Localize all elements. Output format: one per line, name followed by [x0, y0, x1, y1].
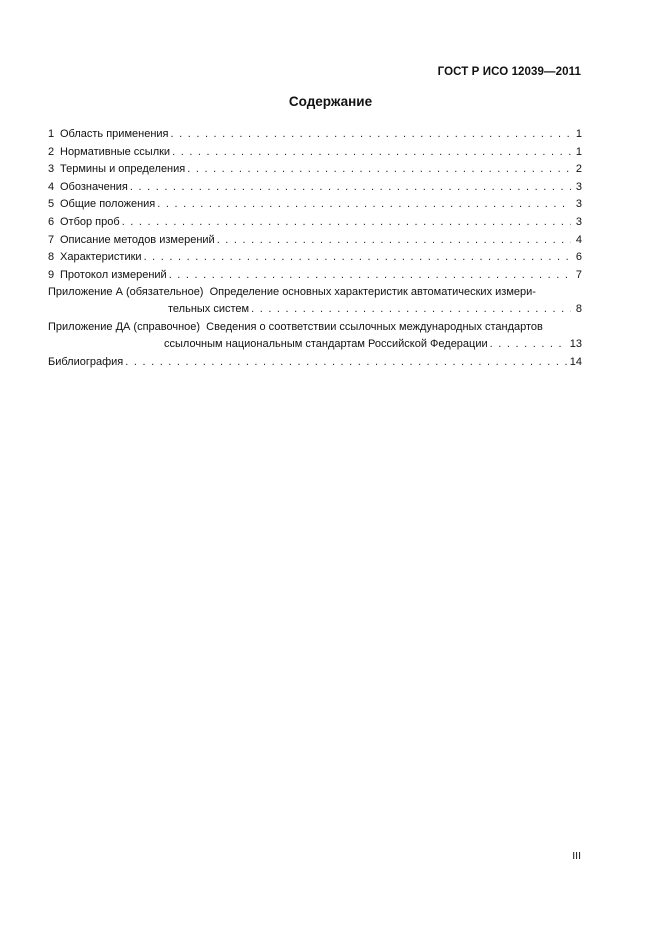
toc-annex-a-line2: тельных систем	[168, 303, 250, 316]
toc-leader-dots	[490, 336, 567, 353]
toc-item-page: 3	[575, 180, 582, 193]
toc-item-label: Обозначения	[60, 180, 128, 193]
toc-item[interactable]	[48, 161, 582, 179]
toc-item-page: 1	[575, 128, 582, 140]
toc-item[interactable]	[48, 179, 582, 197]
toc-leader-dots	[125, 354, 567, 371]
toc-item-label: Характеристики	[60, 251, 142, 264]
toc-item-page: 2	[575, 163, 582, 176]
toc-item-label: Нормативные ссылки	[60, 145, 171, 158]
toc-annex-a[interactable]	[48, 284, 582, 301]
toc-annex-da-page: 13	[569, 337, 582, 350]
toc-annex-da-line2: ссылочным национальным стандартам Российской Федерации	[164, 337, 488, 350]
toc-item-label: Отбор проб	[60, 215, 120, 228]
toc-leader-dots	[171, 126, 572, 143]
toc-item-label: Описание методов измерений	[60, 233, 215, 246]
toc-bibliography[interactable]	[48, 354, 582, 372]
toc-item-number: 8	[48, 251, 55, 264]
toc-item-number: 1	[48, 128, 55, 140]
page-number: III	[572, 850, 581, 862]
toc-annex-da-continuation[interactable]	[48, 336, 582, 354]
toc-leader-dots	[122, 214, 571, 231]
table-of-contents	[48, 126, 582, 371]
toc-item-page: 1	[575, 145, 582, 158]
toc-item[interactable]	[48, 214, 582, 232]
toc-item-number: 3	[48, 163, 55, 176]
toc-annex-da[interactable]	[48, 319, 582, 336]
toc-item-page: 3	[575, 198, 582, 211]
toc-leader-dots	[169, 267, 571, 284]
toc-annex-a-page: 8	[575, 303, 582, 316]
toc-item[interactable]	[48, 267, 582, 285]
toc-item-label: Область применения	[60, 128, 169, 140]
toc-item[interactable]	[48, 196, 582, 214]
toc-item-page: 6	[575, 251, 582, 264]
toc-item-number: 7	[48, 233, 55, 246]
toc-leader-dots	[251, 301, 571, 318]
toc-annex-a-line1: Приложение А (обязательное) Определение основных характеристик автоматических измери-	[48, 286, 536, 299]
toc-item-page: 7	[575, 268, 582, 281]
toc-item-number: 6	[48, 215, 55, 228]
toc-item-page: 3	[575, 215, 582, 228]
toc-leader-dots	[144, 249, 571, 266]
toc-leader-dots	[187, 161, 571, 178]
toc-item[interactable]	[48, 232, 582, 250]
toc-leader-dots	[217, 232, 571, 249]
toc-annex-da-line1: Приложение ДА (справочное) Сведения о соответствии ссылочных международных стандартов	[48, 320, 543, 333]
toc-item[interactable]	[48, 144, 582, 162]
toc-title: Содержание	[288, 94, 373, 109]
toc-leader-dots	[157, 196, 571, 213]
toc-item-number: 5	[48, 198, 55, 211]
toc-item[interactable]	[48, 126, 582, 144]
toc-item-label: Протокол измерений	[60, 268, 167, 281]
toc-item[interactable]	[48, 249, 582, 267]
toc-bibliography-label: Библиография	[48, 355, 124, 368]
toc-annex-a-continuation[interactable]	[48, 301, 582, 319]
toc-leader-dots	[172, 144, 571, 161]
document-code: ГОСТ Р ИСО 12039—2011	[437, 66, 581, 78]
toc-item-page: 4	[575, 233, 582, 246]
toc-leader-dots	[130, 179, 571, 196]
toc-bibliography-page: 14	[569, 355, 582, 368]
toc-item-number: 4	[48, 180, 55, 193]
toc-item-number: 9	[48, 268, 55, 281]
toc-item-label: Общие положения	[60, 198, 156, 211]
toc-item-label: Термины и определения	[60, 163, 186, 176]
toc-item-number: 2	[48, 145, 55, 158]
